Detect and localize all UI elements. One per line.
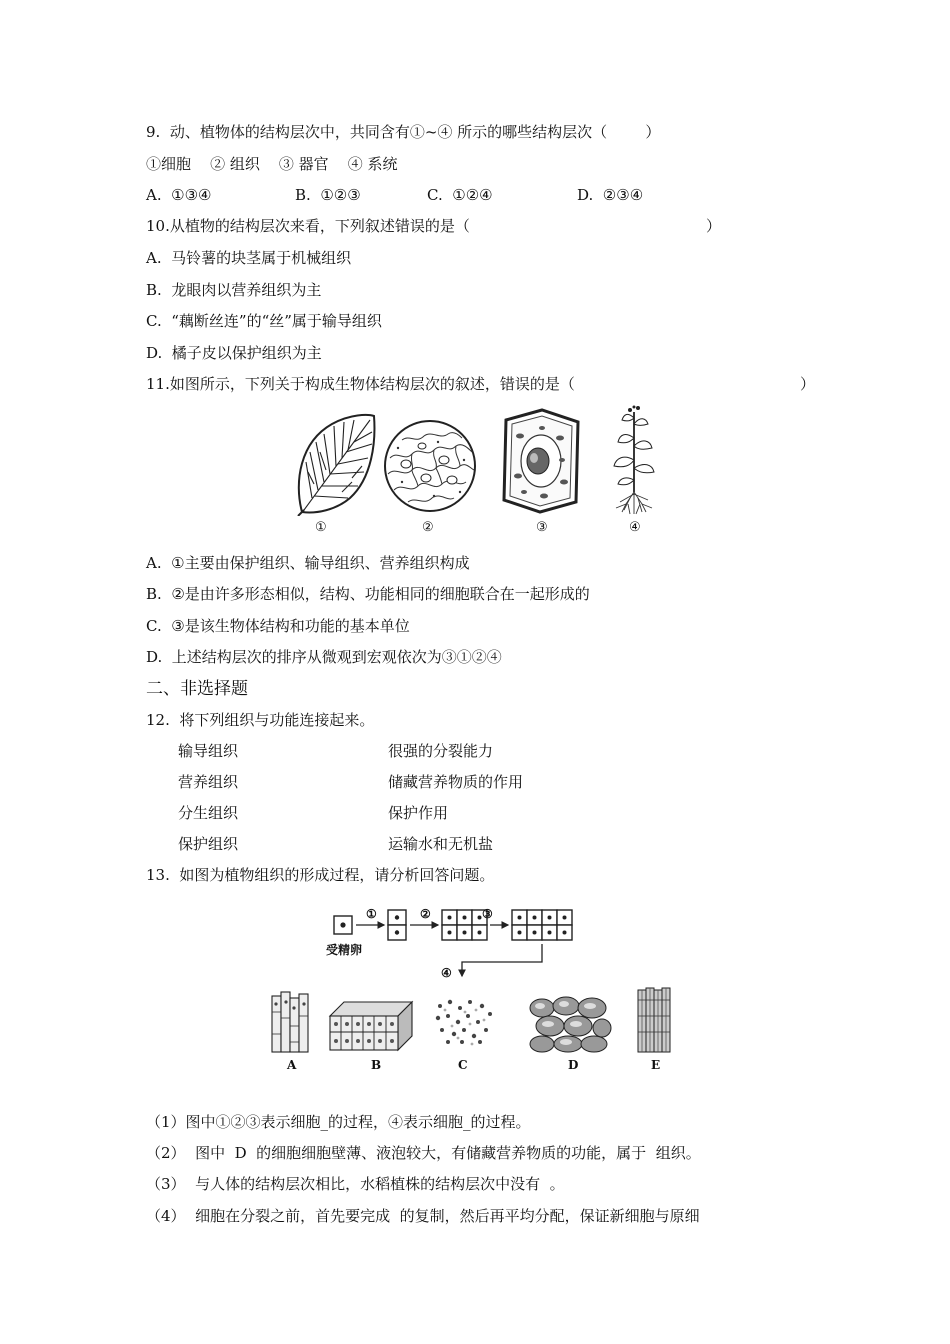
tissue-a-illustration — [266, 990, 316, 1054]
q11-option-d: D. 上述结构层次的排序从微观到宏观依次为③①②④ — [146, 648, 502, 666]
step-4-label: ④ — [441, 966, 452, 980]
q13-sub-4: （4） 细胞在分裂之前，首先要完成 的复制，然后再平均分配，保证新细胞与原细 — [146, 1207, 700, 1225]
step-1-label: ① — [366, 907, 377, 921]
q10-option-c: C. “藕断丝连”的“丝”属于输导组织 — [146, 312, 382, 330]
q9-option-d: D. ②③④ — [577, 186, 644, 204]
q9-option-b: B. ①②③ — [295, 186, 361, 204]
q9-option-a: A. ①③④ — [146, 186, 212, 204]
tissue-e-label: E — [651, 1058, 661, 1072]
q10-option-b: B. 龙眼肉以营养组织为主 — [146, 281, 322, 299]
whole-plant-illustration — [608, 404, 660, 516]
q11-stem: 11.如图所示，下列关于构成生物体结构层次的叙述，错误的是（ — [146, 375, 575, 393]
tissue-d-illustration — [528, 994, 612, 1054]
q12-stem: 12. 将下列组织与功能连接起来。 — [146, 711, 375, 729]
tissue-c-illustration — [432, 996, 496, 1048]
q11-option-a: A. ①主要由保护组织、输导组织、营养组织构成 — [146, 554, 470, 572]
q12-right-item: 很强的分裂能力 — [388, 742, 494, 760]
tissue-d-label: D — [568, 1058, 579, 1072]
figure-label-3: ③ — [536, 520, 548, 535]
q12-left-item: 输导组织 — [178, 742, 239, 760]
q9-option-c: C. ①②④ — [427, 186, 493, 204]
q13-sub-1: （1）图中①②③表示细胞_的过程，④表示细胞_的过程。 — [146, 1113, 531, 1131]
tissue-illustration — [382, 418, 478, 514]
cell-division-diagram — [326, 906, 586, 982]
q12-right-item: 保护作用 — [388, 804, 449, 822]
q12-left-item: 保护组织 — [178, 835, 239, 853]
q9-items: ①细胞 ② 组织 ③ 器官 ④ 系统 — [146, 155, 398, 173]
q11-close-paren: ） — [800, 375, 816, 393]
plant-cell-illustration — [498, 406, 584, 516]
tissue-e-illustration — [632, 986, 676, 1054]
q12-left-item: 分生组织 — [178, 804, 239, 822]
figure-label-2: ② — [422, 520, 434, 535]
tissue-c-label: C — [458, 1058, 468, 1072]
figure-label-1: ① — [315, 520, 327, 535]
zygote-label: 受精卵 — [326, 943, 363, 957]
q10-stem: 10.从植物的结构层次来看，下列叙述错误的是（ — [146, 217, 470, 235]
q12-right-item: 运输水和无机盐 — [388, 835, 494, 853]
q12-right-item: 储藏营养物质的作用 — [388, 773, 524, 791]
step-2-label: ② — [420, 907, 431, 921]
q10-option-a: A. 马铃薯的块茎属于机械组织 — [146, 249, 352, 267]
q12-left-item: 营养组织 — [178, 773, 239, 791]
q10-option-d: D. 橘子皮以保护组织为主 — [146, 344, 322, 362]
q13-sub-2: （2） 图中 D 的细胞细胞壁薄、液泡较大，有储藏营养物质的功能，属于 组织。 — [146, 1144, 701, 1162]
leaf-illustration — [292, 412, 378, 516]
q11-option-c: C. ③是该生物体结构和功能的基本单位 — [146, 617, 410, 635]
q13-stem: 13. 如图为植物组织的形成过程，请分析回答问题。 — [146, 866, 495, 884]
section-heading: 二、非选择题 — [146, 679, 248, 699]
q10-close-paren: ） — [706, 217, 722, 235]
figure-label-4: ④ — [629, 520, 641, 535]
tissue-a-label: A — [287, 1058, 297, 1072]
step-3-label: ③ — [482, 907, 493, 921]
q9-stem: 9. 动、植物体的结构层次中，共同含有①~④ 所示的哪些结构层次（ ） — [146, 123, 661, 141]
q13-sub-3: （3） 与人体的结构层次相比，水稻植株的结构层次中没有 。 — [146, 1175, 565, 1193]
q11-option-b: B. ②是由许多形态相似，结构、功能相同的细胞联合在一起形成的 — [146, 585, 590, 603]
tissue-b-illustration — [326, 996, 416, 1052]
tissue-b-label: B — [371, 1058, 382, 1072]
